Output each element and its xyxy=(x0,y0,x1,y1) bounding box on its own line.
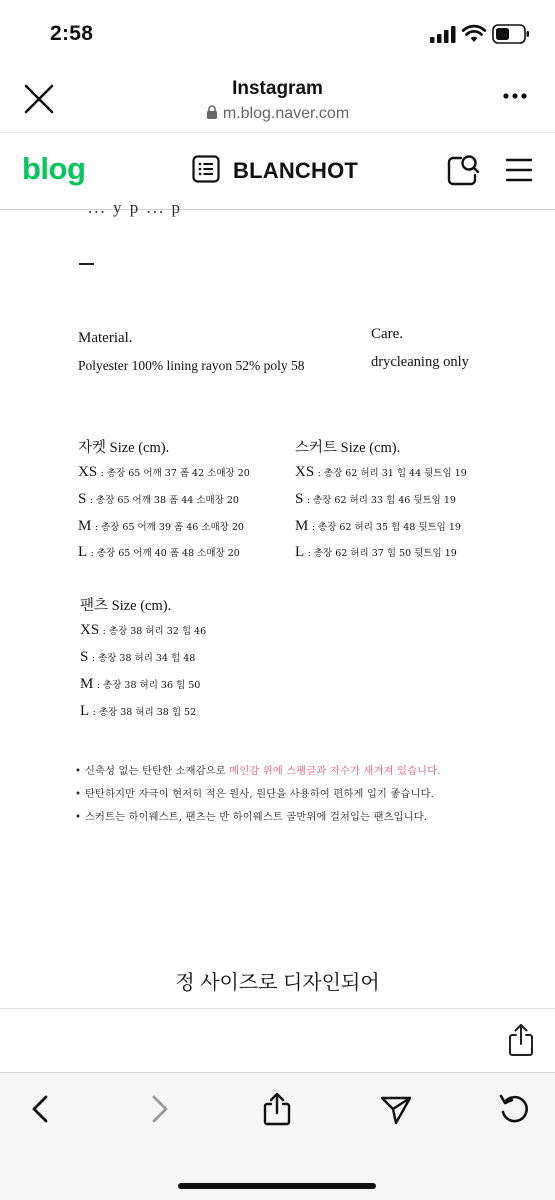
size-key: L xyxy=(295,544,305,560)
size-detail: : 총장 38 허리 34 힙 48 xyxy=(91,653,196,664)
size-row xyxy=(78,518,244,535)
cropped-text-line: ... y p ... p xyxy=(88,198,182,217)
browser-url xyxy=(0,105,555,123)
size-row xyxy=(78,544,240,561)
share-strip xyxy=(0,1008,555,1072)
care-label: Care. xyxy=(371,326,404,342)
size-row xyxy=(78,464,250,481)
blog-logo[interactable]: blog xyxy=(22,151,86,186)
size-detail: : 총장 62 허리 35 힙 48 뒷트임 19 xyxy=(311,522,461,533)
size-row xyxy=(295,491,456,508)
size-detail: : 총장 38 허리 36 힙 50 xyxy=(96,680,201,691)
url-text: m.blog.naver.com xyxy=(222,105,350,122)
browser-toolbar xyxy=(0,1072,555,1200)
browser-title: Instagram xyxy=(232,78,323,99)
size-detail: : 총장 65 어깨 37 폼 42 소매장 20 xyxy=(100,468,250,479)
jacket-size-title: 자켓 Size (cm). xyxy=(78,440,170,456)
size-row xyxy=(80,703,196,720)
note-item: • 탄탄하지만 자극이 현저히 적은 원사, 원단을 사용하여 편하게 입기 좋습니다. xyxy=(75,789,435,800)
size-key: M xyxy=(295,518,309,534)
size-key: S xyxy=(80,649,89,665)
material-label: Material. xyxy=(78,330,133,346)
size-detail: : 총장 38 허리 38 힙 52 xyxy=(92,707,197,718)
in-app-browser-header xyxy=(0,70,555,132)
material-value: Polyester 100% lining rayon 52% poly 58 xyxy=(78,358,305,373)
post-content xyxy=(0,198,555,1008)
size-row xyxy=(295,518,461,535)
cellular-signal-icon xyxy=(430,26,456,43)
size-row xyxy=(80,676,200,693)
upload-icon[interactable] xyxy=(260,1091,294,1127)
skirt-size-title: 스커트 Size (cm). xyxy=(295,440,401,456)
forward-arrow-icon[interactable] xyxy=(142,1091,176,1127)
search-icon[interactable] xyxy=(446,153,480,187)
size-row xyxy=(80,649,195,666)
note-text: 탄탄하지만 자극이 현저히 적은 원사, 원단을 사용하여 편하게 입기 좋습니다. xyxy=(85,789,435,800)
more-dots-icon[interactable] xyxy=(502,92,528,100)
blog-name[interactable]: BLANCHOT xyxy=(233,158,359,183)
size-row xyxy=(295,464,467,481)
size-row xyxy=(295,544,457,561)
size-row xyxy=(80,622,206,639)
size-key: XS xyxy=(78,464,98,480)
lock-icon xyxy=(206,105,218,119)
size-key: L xyxy=(80,703,90,719)
note-item: • 신축성 없는 탄탄한 소재감으로 메인감 위에 스팽글과 자수가 새겨져 있습니다. xyxy=(75,766,441,777)
share-icon[interactable] xyxy=(507,1023,535,1057)
note-highlight: 메인감 위에 스팽글과 자수가 새겨져 있습니다. xyxy=(229,766,441,777)
size-key: XS xyxy=(295,464,315,480)
reload-icon[interactable] xyxy=(497,1091,531,1127)
product-notes xyxy=(75,762,535,831)
size-key: M xyxy=(80,676,94,692)
size-key: XS xyxy=(80,622,100,638)
size-key: M xyxy=(78,518,92,534)
pants-size-title: 팬츠 Size (cm). xyxy=(80,598,172,614)
post-caption: 정 사이즈로 디자인되어 xyxy=(175,972,380,994)
size-detail: : 총장 65 어깨 40 폼 48 소매장 20 xyxy=(90,548,240,559)
status-time: 2:58 xyxy=(50,22,94,45)
divider-dash xyxy=(79,263,94,265)
home-indicator xyxy=(178,1183,376,1189)
size-detail: : 총장 38 허리 32 힙 46 xyxy=(102,626,207,637)
back-arrow-icon[interactable] xyxy=(24,1091,58,1127)
blog-header xyxy=(0,132,555,210)
size-key: S xyxy=(78,491,87,507)
wifi-icon xyxy=(462,24,486,43)
size-key: L xyxy=(78,544,88,560)
size-key: S xyxy=(295,491,304,507)
list-icon[interactable] xyxy=(192,155,220,183)
size-detail: : 총장 62 허리 37 힙 50 뒷트임 19 xyxy=(307,548,457,559)
note-text: 신축성 없는 탄탄한 소재감으로 xyxy=(85,766,230,777)
send-icon[interactable] xyxy=(379,1091,413,1127)
size-detail: : 총장 62 허리 31 힙 44 뒷트임 19 xyxy=(317,468,467,479)
status-bar xyxy=(0,0,555,70)
size-detail: : 총장 65 어깨 39 폼 46 소매장 20 xyxy=(94,522,244,533)
size-detail: : 총장 65 어깨 38 폼 44 소매장 20 xyxy=(89,495,239,506)
size-detail: : 총장 62 허리 33 힙 46 뒷트임 19 xyxy=(306,495,456,506)
care-value: drycleaning only xyxy=(371,354,469,370)
menu-icon[interactable] xyxy=(505,157,533,183)
note-text: 스커트는 하이웨스트, 팬츠는 반 하이웨스트 골반위에 걸쳐입는 팬츠입니다. xyxy=(85,812,428,823)
battery-icon xyxy=(492,24,530,44)
size-row xyxy=(78,491,239,508)
note-item: • 스커트는 하이웨스트, 팬츠는 반 하이웨스트 골반위에 걸쳐입는 팬츠입니다. xyxy=(75,812,428,823)
